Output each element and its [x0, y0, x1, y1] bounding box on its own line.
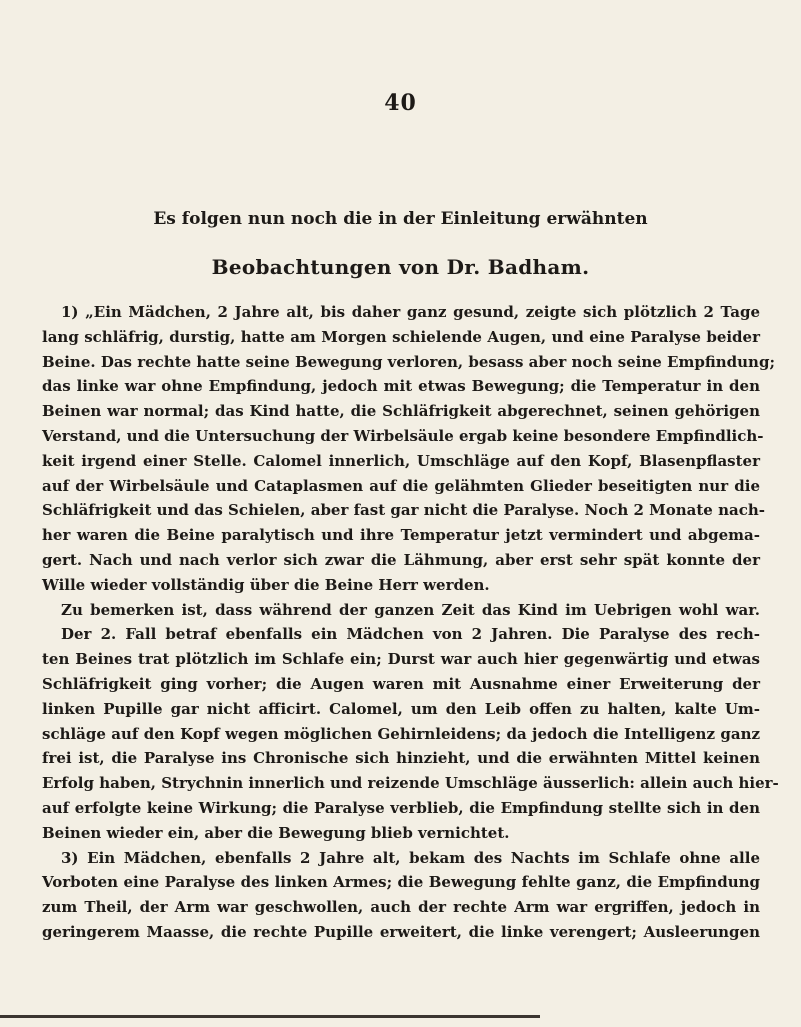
text-line: linken Pupille gar nicht afficirt. Calomel, um den Leib offen zu halten, kalte Um-	[42, 699, 760, 718]
text-line: Wille wieder vollständig über die Beine Herr werden.	[42, 575, 490, 594]
section-heading: Beobachtungen von Dr. Badham.	[211, 255, 590, 279]
text-line: zum Theil, der Arm war geschwollen, auch der rechte Arm war ergriffen, jedoch in	[42, 898, 760, 917]
text-line: Schläfrigkeit und das Schielen, aber fast gar nicht die Paralyse. Noch 2 Monate nach-	[42, 501, 765, 520]
text-line: schläge auf den Kopf wegen möglichen Gehirnleidens; da jedoch die Intelligenz ganz	[42, 724, 760, 743]
text-line: geringerem Maasse, die rechte Pupille erweitert, die linke verengert; Ausleerungen	[42, 922, 760, 941]
bottom-rule	[0, 1015, 540, 1018]
body-text	[42, 300, 779, 945]
text-line: Vorboten eine Paralyse des linken Armes; die Bewegung fehlte ganz, die Empfindung	[42, 873, 760, 892]
text-line: Verstand, und die Untersuchung der Wirbelsäule ergab keine besondere Empfindlich-	[42, 426, 764, 445]
text-line: 3) Ein Mädchen, ebenfalls 2 Jahre alt, bekam des Nachts im Schlafe ohne alle	[61, 848, 760, 867]
intro-line: Es folgen nun noch die in der Einleitung erwähnten	[153, 209, 648, 229]
text-line: auf erfolgte keine Wirkung; die Paralyse verblieb, die Empfindung stellte sich in den	[42, 798, 760, 817]
text-line: ten Beines trat plötzlich im Schlafe ein; Durst war auch hier gegenwärtig und etwas	[42, 650, 760, 669]
text-line: Schläfrigkeit ging vorher; die Augen waren mit Ausnahme einer Erweiterung der	[42, 674, 760, 693]
text-line: das linke war ohne Empfindung, jedoch mit etwas Bewegung; die Temperatur in den	[42, 377, 760, 396]
text-line: auf der Wirbelsäule und Cataplasmen auf die gelähmten Glieder beseitigten nur die	[42, 476, 760, 495]
page-number: 40	[384, 90, 417, 116]
text-line: Der 2. Fall betraf ebenfalls ein Mädchen von 2 Jahren. Die Paralyse des rech-	[61, 625, 760, 644]
text-line: Beinen wieder ein, aber die Bewegung blieb vernichtet.	[42, 823, 510, 842]
text-line: 1) „Ein Mädchen, 2 Jahre alt, bis daher ganz gesund, zeigte sich plötzlich 2 Tage	[61, 303, 760, 321]
text-line: lang schläfrig, durstig, hatte am Morgen schielende Augen, und eine Paralyse beider	[42, 327, 760, 346]
text-line: Erfolg haben, Strychnin innerlich und reizende Umschläge äusserlich: allein auch hier-	[42, 774, 779, 793]
text-line: gert. Nach und nach verlor sich zwar die Lähmung, aber erst sehr spät konnte der	[42, 550, 760, 569]
text-line: Beine. Das rechte hatte seine Bewegung verloren, besass aber noch seine Empfindung;	[42, 352, 775, 371]
text-line: keit irgend einer Stelle. Calomel innerlich, Umschläge auf den Kopf, Blasenpflaster	[42, 451, 760, 470]
text-line: Zu bemerken ist, dass während der ganzen Zeit das Kind im Uebrigen wohl war.	[61, 600, 760, 619]
text-line: frei ist, die Paralyse ins Chronische sich hinzieht, und die erwähnten Mittel keinen	[42, 749, 760, 768]
text-line: Beinen war normal; das Kind hatte, die Schläfrigkeit abgerechnet, seinen gehörigen	[42, 402, 760, 421]
text-line: her waren die Beine paralytisch und ihre Temperatur jetzt vermindert und abgema-	[42, 526, 760, 545]
